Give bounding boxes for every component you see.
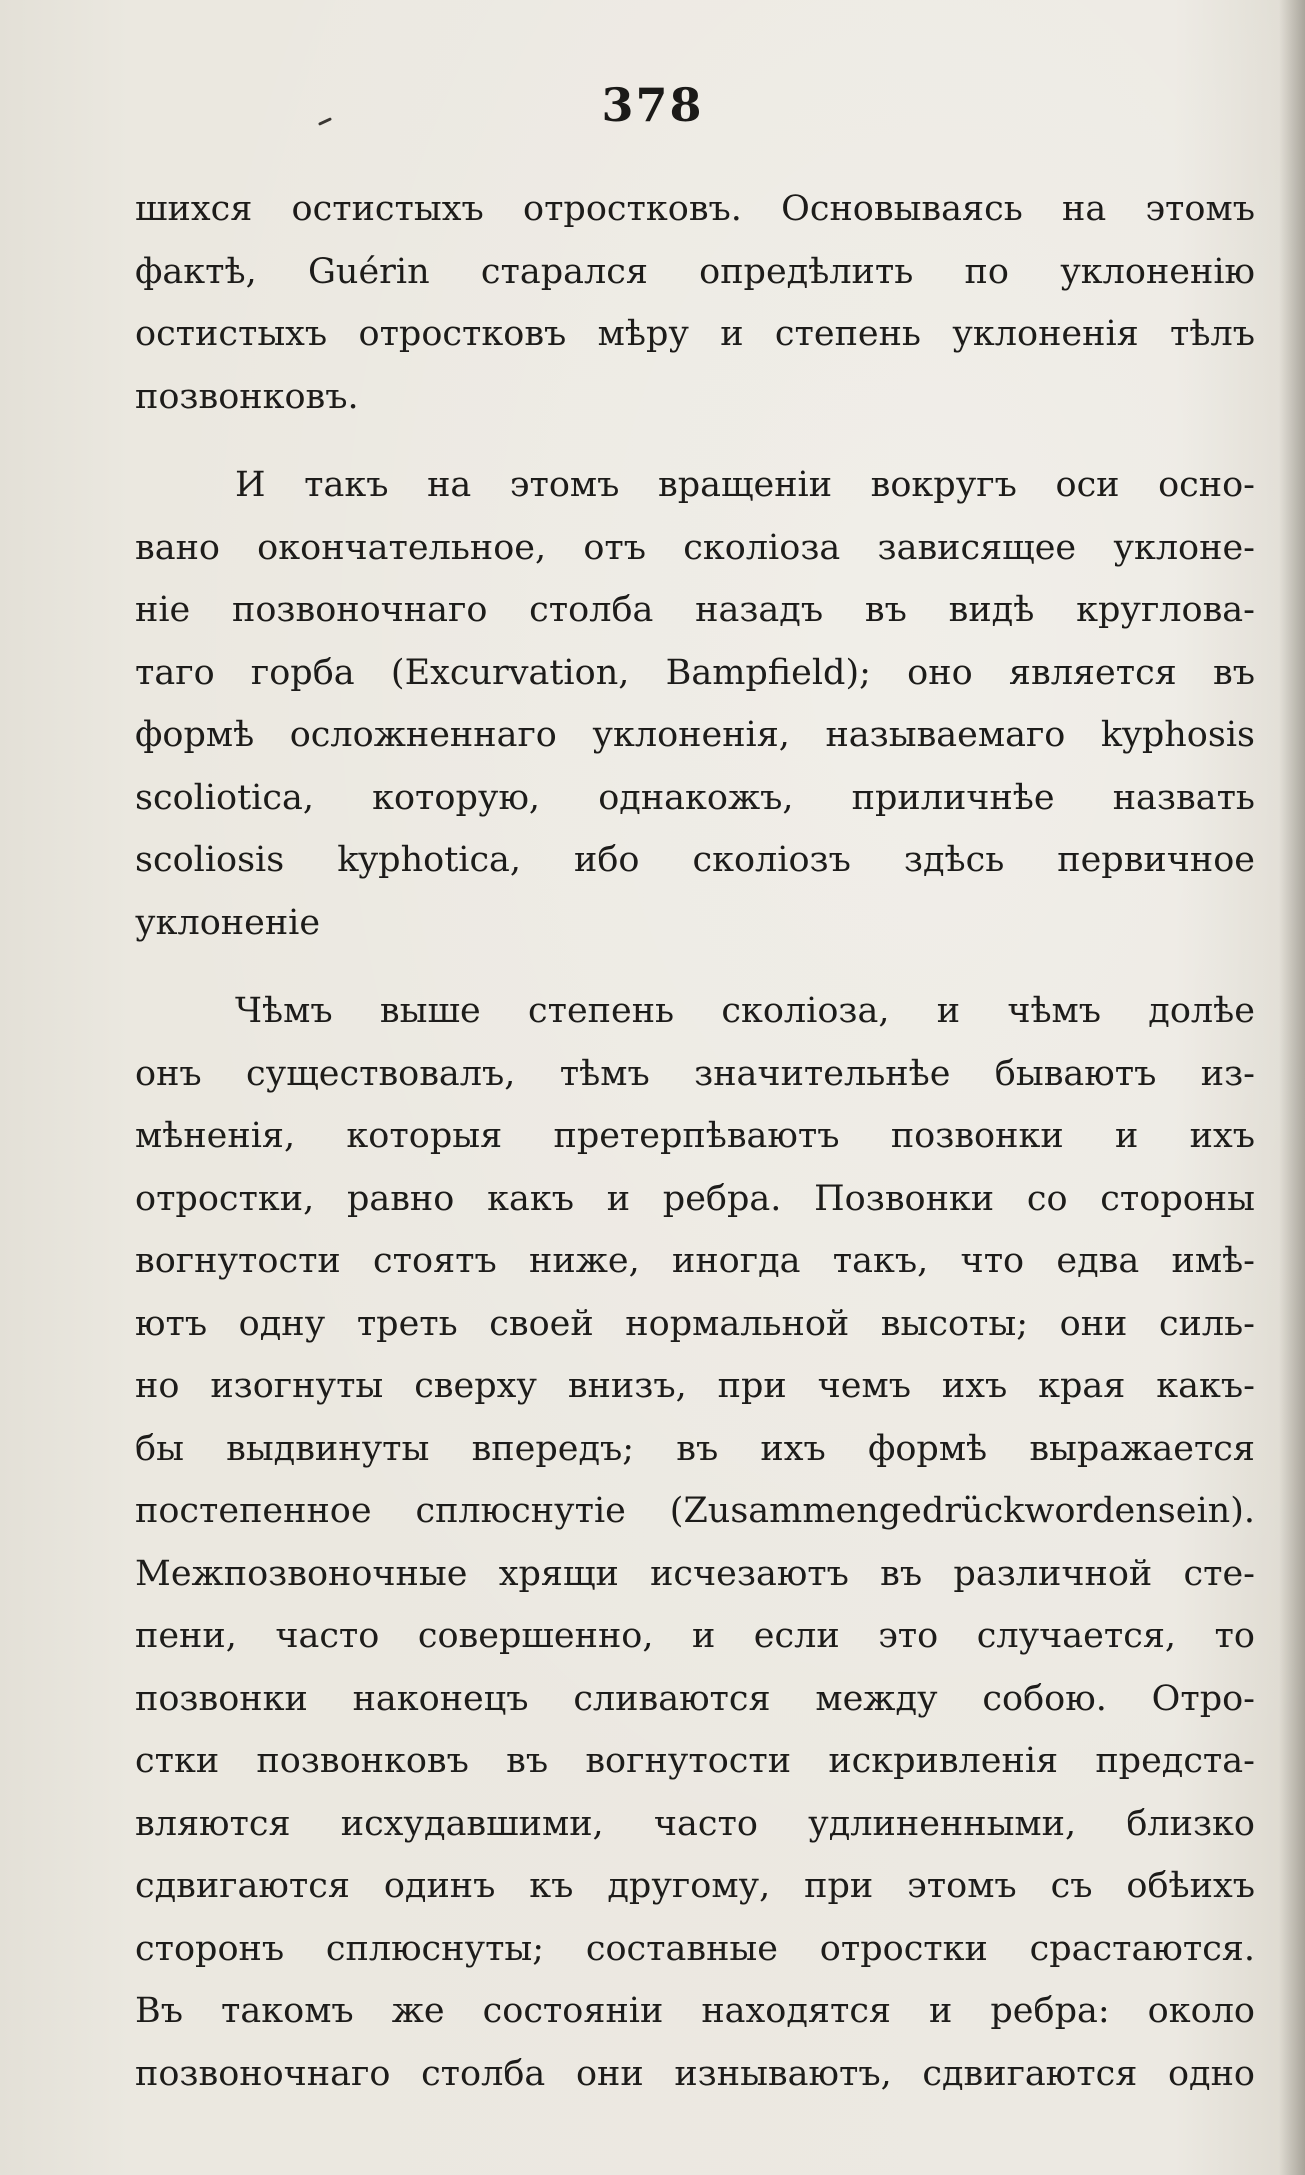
text-line: бы выдвинуты впередъ; въ ихъ формѣ выражается [135, 1428, 1255, 1469]
text-line: шихся остистыхъ отростковъ. Основываясь на этомъ [135, 189, 1255, 229]
text-line: позвонки наконецъ сливаются между собою. Отро- [135, 1678, 1255, 1719]
text-line: Въ такомъ же состояніи находятся и ребра: около [135, 1991, 1255, 2031]
text-line: позвоночнаго столба они изнываютъ, сдвигаются одно [135, 2053, 1255, 2094]
text-line: вляются исхудавшими, часто удлиненными, близко [135, 1803, 1255, 1844]
paragraph-gap [135, 954, 1255, 980]
text-line: постепенное сплюснутіе (Zusammengedrückwordensein). [135, 1491, 1255, 1531]
text-line: Межпозвоночные хрящи исчезаютъ въ различной сте- [135, 1553, 1255, 1594]
text-line: вогнутости стоятъ ниже, иногда такъ, что едва имѣ- [135, 1241, 1255, 1281]
text-line: фактѣ, Guérin старался опредѣлить по уклоненію [135, 251, 1255, 292]
text-line: уклоненіе [135, 902, 321, 943]
body-text [135, 178, 1255, 2105]
text-line: мѣненія, которыя претерпѣваютъ позвонки и ихъ [135, 1116, 1255, 1156]
text-line: остистыхъ отростковъ мѣру и степень уклоненія тѣлъ [135, 314, 1255, 354]
text-line: отростки, равно какъ и ребра. Позвонки со стороны [135, 1178, 1255, 1219]
text-line: ютъ одну треть своей нормальной высоты; они силь- [135, 1303, 1255, 1344]
text-line: пени, часто совершенно, и если это случается, то [135, 1616, 1255, 1656]
text-line: стки позвонковъ въ вогнутости искривленія предста- [135, 1741, 1255, 1781]
text-line: ніе позвоночнаго столба назадъ въ видѣ круглова- [135, 590, 1255, 630]
text-line: scoliosis kyphotica, ибо сколіозъ здѣсь первичное [135, 840, 1255, 880]
page-gutter-shadow [1279, 0, 1305, 2175]
text-line: таго горба (Excurvation, Bampfield); оно является въ [135, 652, 1255, 693]
text-line: но изогнуты сверху внизъ, при чемъ ихъ края какъ- [135, 1366, 1255, 1406]
paragraph-gap [135, 428, 1255, 454]
text-line: scoliotica, которую, однакожъ, приличнѣе назвать [135, 777, 1255, 818]
text-line: И такъ на этомъ вращеніи вокругъ оси осно- [235, 465, 1255, 505]
text-line: формѣ осложненнаго уклоненія, называемаго kyphosis [135, 715, 1255, 755]
page-number: 378 [601, 78, 704, 132]
text-line: Чѣмъ выше степень сколіоза, и чѣмъ долѣе [235, 991, 1255, 1031]
text-line: сторонъ сплюснуты; составные отростки срастаются. [135, 1928, 1255, 1969]
text-line: позвонковъ. [135, 376, 359, 417]
text-line: вано окончательное, отъ сколіоза зависящее уклоне- [135, 527, 1255, 568]
text-line: онъ существовалъ, тѣмъ значительнѣе бываютъ из- [135, 1053, 1255, 1094]
text-line: сдвигаются одинъ къ другому, при этомъ съ обѣихъ [135, 1866, 1255, 1906]
